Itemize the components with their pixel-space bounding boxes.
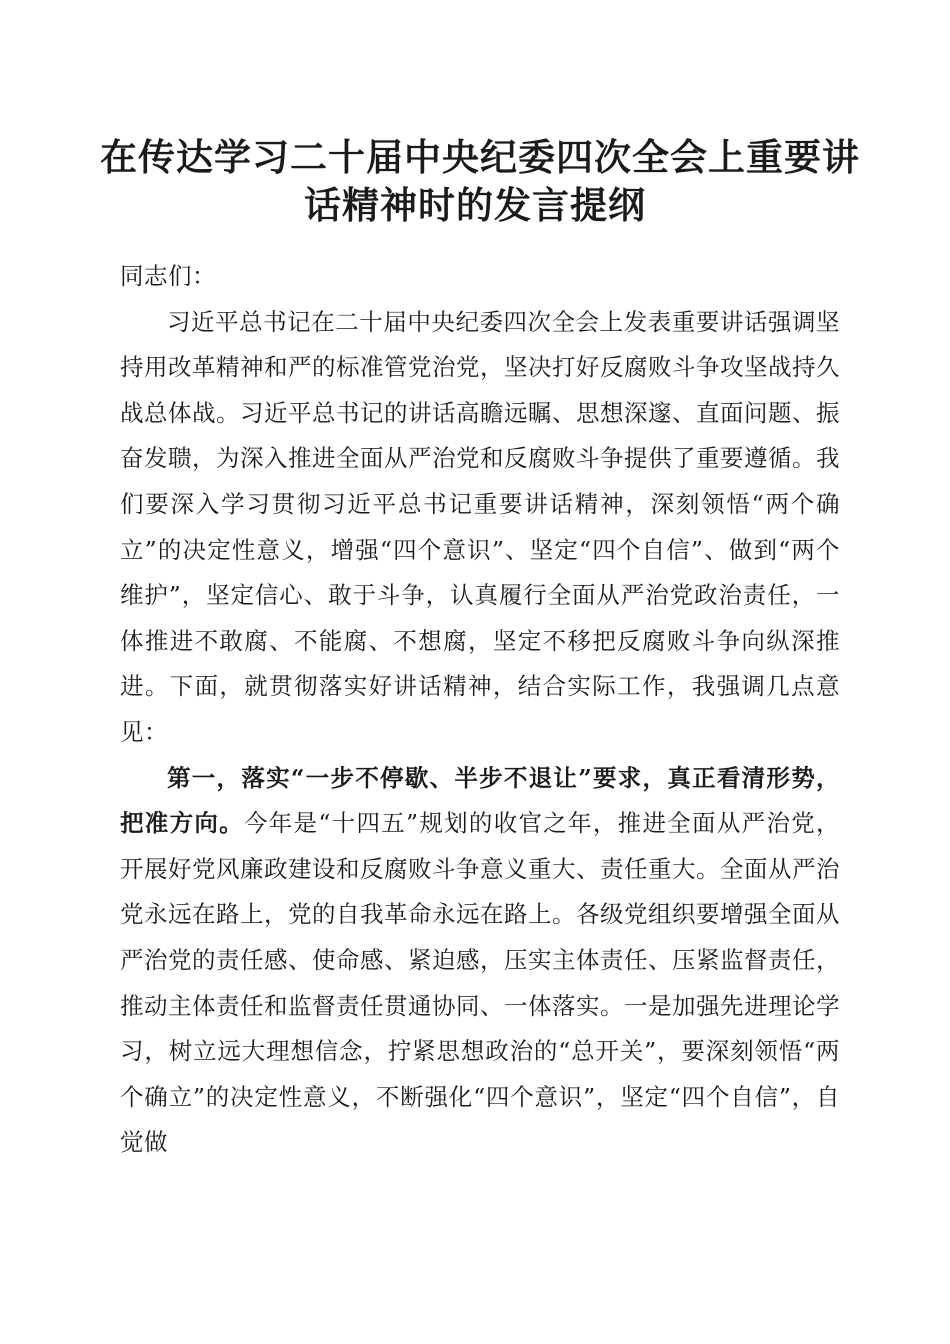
first-point-body: 今年是“十四五”规划的收官之年，推进全面从严治党，开展好党风廉政建设和反腐败斗争意义重大、责任重大。全面从严治党永远在路上，党的自我革命永远在路上。各级党组织要增强全面从严治党的责任感、使命感、紧迫感，压实主体责任、压紧监督责任，推动主体责任和监督责任贯通协同、一体落实。一是加强先进理论学习，树立远大理想信念，拧紧思想政治的“总开关”，要深刻领悟“两个确立”的决定性意义，不断强化“四个意识”，坚定“四个自信”，自觉做 [120, 809, 841, 1157]
paragraph-intro: 习近平总书记在二十届中央纪委四次全会上发表重要讲话强调坚持用改革精神和严的标准管党治党，坚决打好反腐败斗争攻坚战持久战总体战。习近平总书记的讲话高瞻远瞩、思想深邃、直面问题、振奋发聩，为深入推进全面从严治党和反腐败斗争提供了重要遵循。我们要深入学习贯彻习近平总书记重要讲话精神，深刻领悟“两个确立”的决定性意义，增强“四个意识”、坚定“四个自信”、做到“两个维护”，坚定信心、敢于斗争，认真履行全面从严治党政治责任，一体推进不敢腐、不能腐、不想腐，坚定不移把反腐败斗争向纵深推进。下面，就贯彻落实好讲话精神，结合实际工作，我强调几点意见： [120, 307, 840, 746]
title-line-2: 话精神时的发言提纲 [304, 183, 646, 227]
document-title [100, 133, 860, 229]
salutation: 同志们： [120, 262, 216, 290]
document-body [120, 254, 840, 1166]
first-point-heading: 第一，落实“一步不停歇、半步不退让”要求，真正看清形势，把准方向。 [120, 763, 840, 838]
paragraph-first-point [120, 756, 840, 1166]
title-line-1: 在传达学习二十届中央纪委四次全会上重要讲 [100, 135, 860, 179]
